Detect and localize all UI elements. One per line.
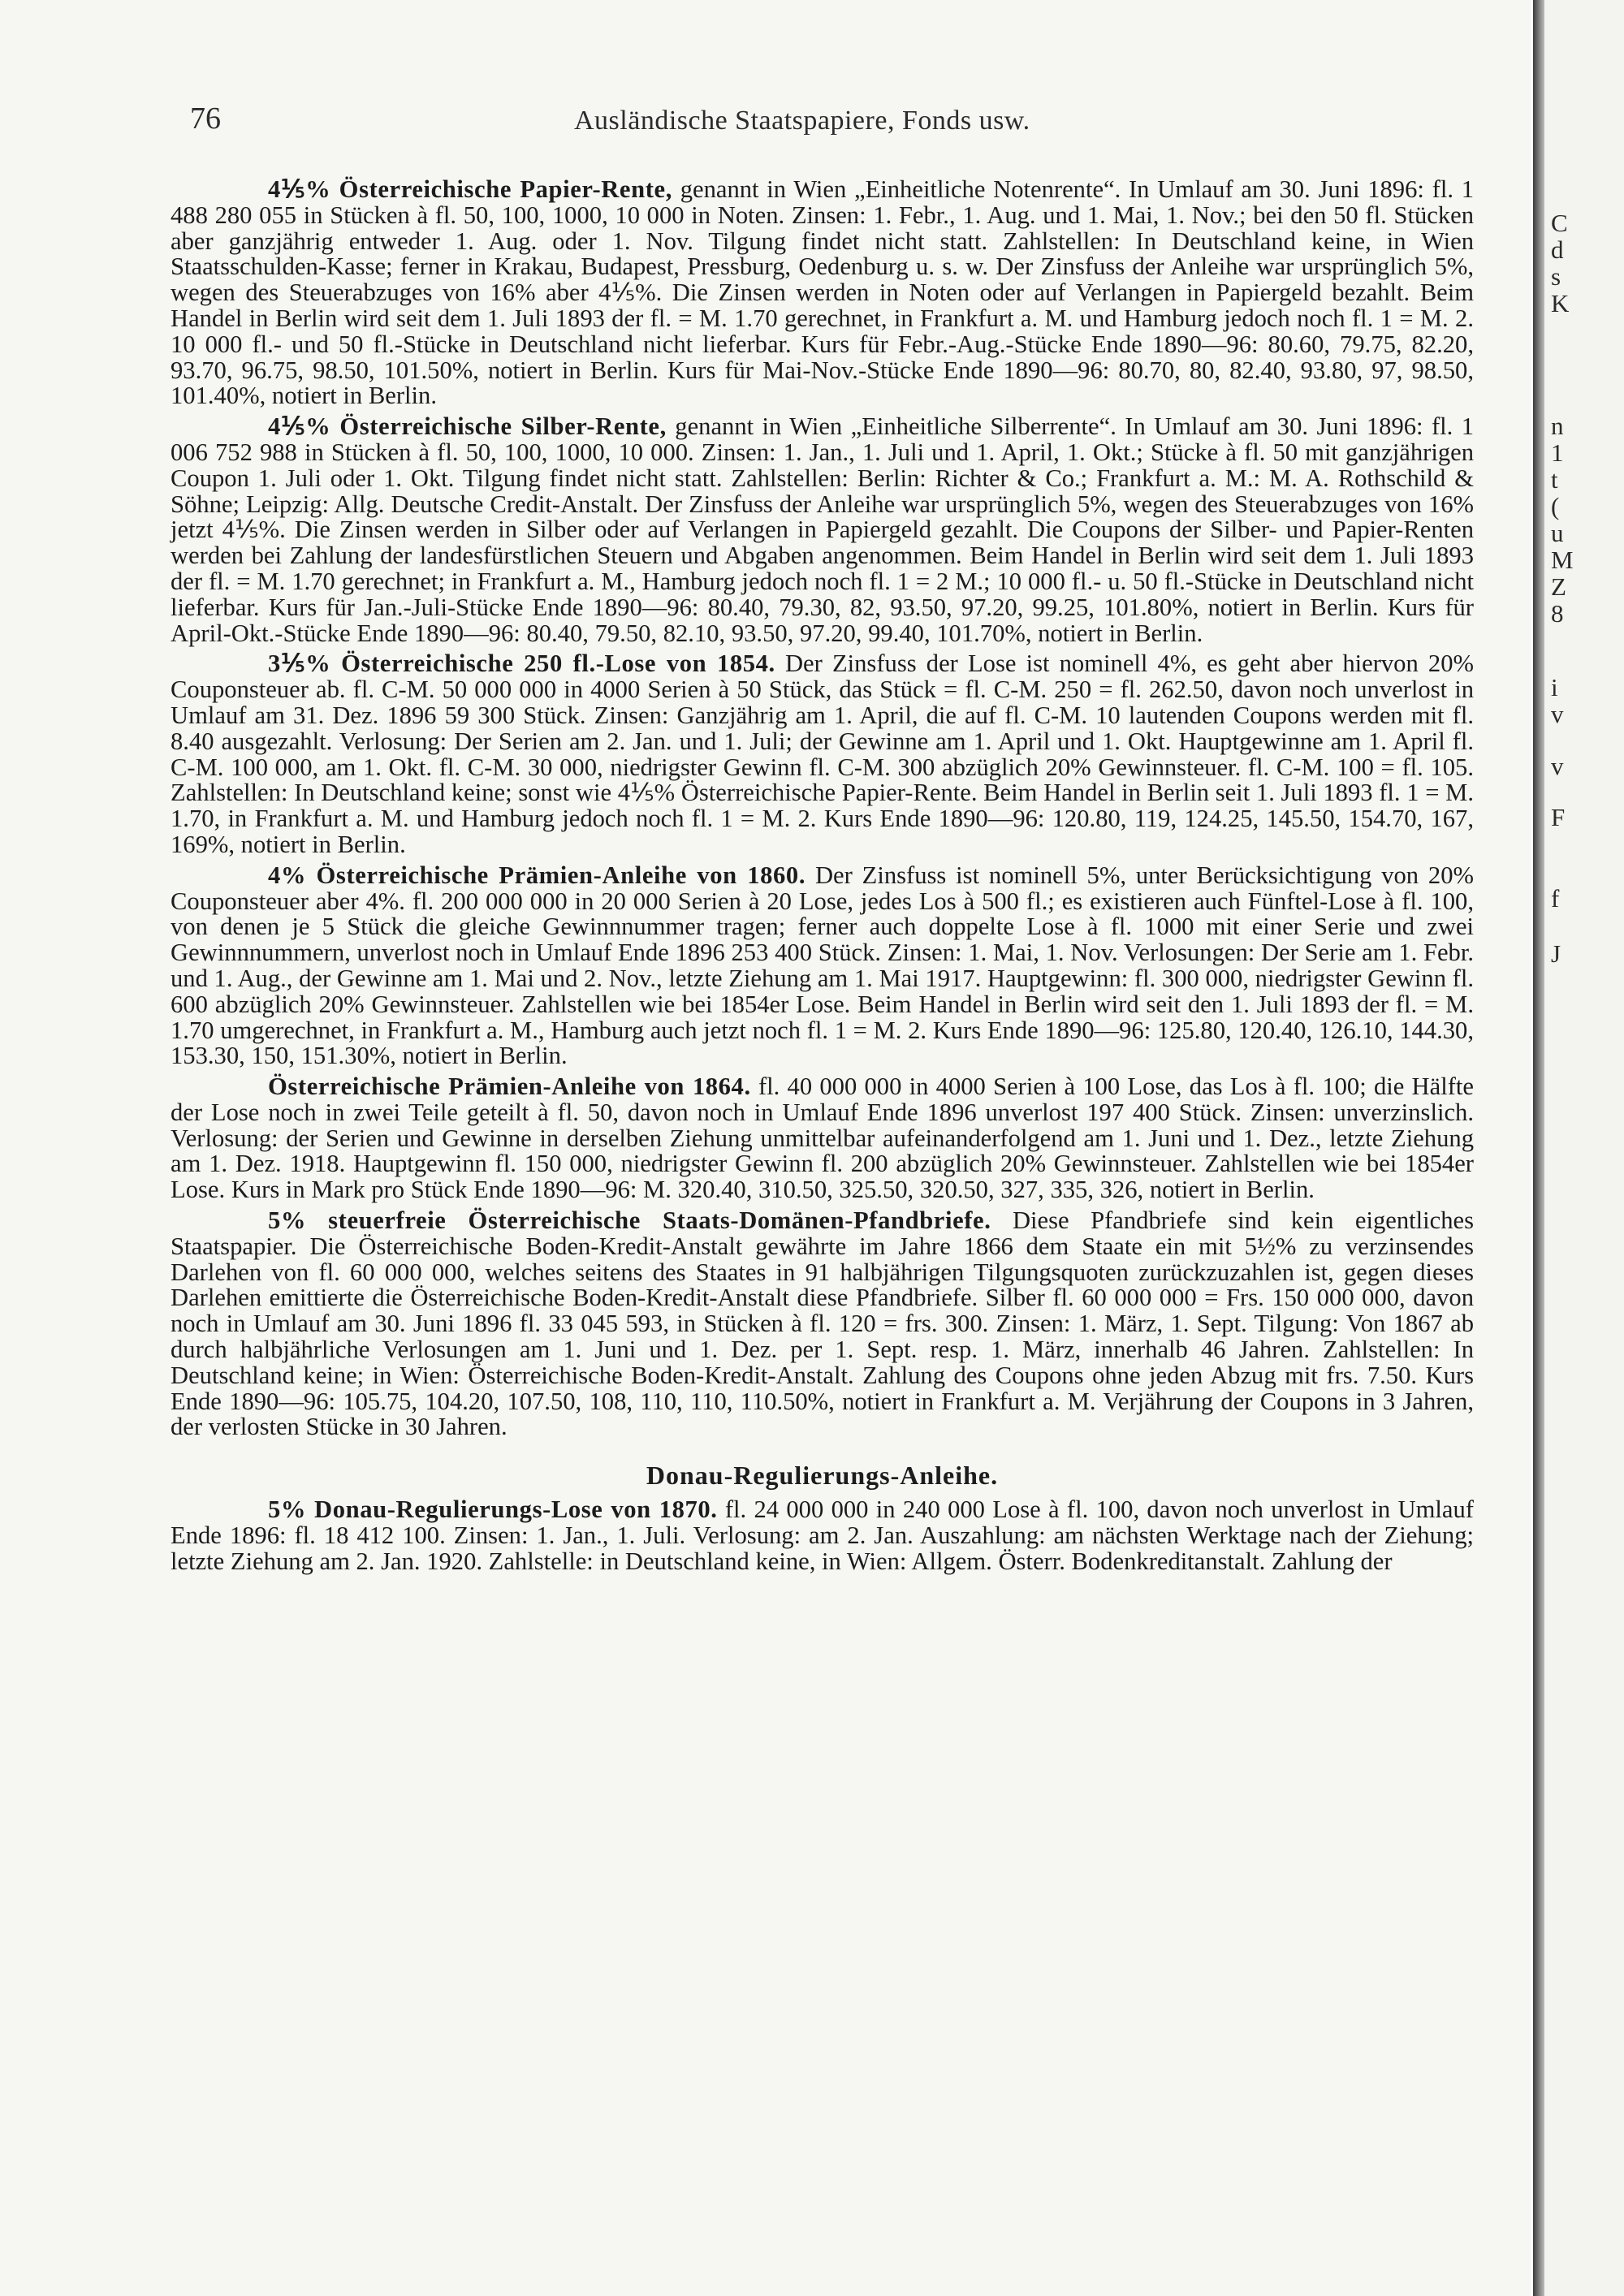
adjacent-page-fragment: C: [1551, 209, 1568, 237]
adjacent-page-fragment: M: [1551, 546, 1574, 574]
entry-domaenen-pfandbriefe: [171, 1208, 1474, 1440]
entry-title: 4% Österreichische Prämien-Anleihe von 1860.: [268, 861, 806, 889]
entry-silber-rente: [171, 414, 1474, 646]
entry-body: genannt in Wien „Einheitliche Notenrente“. In Umlauf am 30. Juni 1896: fl. 1 488 280 055 in Stücken à fl. 50, 100, 1000, 10 000 in Noten. Zinsen: 1. Febr., 1. Aug. und 1. Mai, 1. Nov.; bei den 50 fl. Stücken aber ganzjährig entweder 1. Aug. oder 1. Nov. Tilgung findet nicht statt. Zahlstellen: In Deutschland keine, in Wien Staatsschulden-Kasse; ferner in Krakau, Budapest, Pressburg, Oedenburg u. s. w. Der Zinsfuss der Anleihe war ursprünglich 5%, wegen des Steuerabzuges von 16% aber 4⅕%. Die Zinsen werden in Noten oder auf Verlangen in Papiergeld bezahlt. Beim Handel in Berlin wird seit dem 1. Juli 1893 der fl. = M. 1.70 gerechnet, in Frankfurt a. M. und Hamburg jedoch noch fl. 1 = M. 2. 10 000 fl.- und 50 fl.-Stücke in Deutschland nicht lieferbar. Kurs für Febr.-Aug.-Stücke Ende 1890—96: 80.60, 79.75, 82.20, 93.70, 96.75, 98.50, 101.50%, notiert in Berlin. Kurs für Mai-Nov.-Stücke Ende 1890—96: 80.70, 80, 82.40, 93.80, 97, 98.50, 101.40%, notiert in Berlin.: [171, 175, 1474, 410]
adjacent-page-fragment: (: [1551, 492, 1560, 520]
entry-praemien-anleihe-1860: [171, 863, 1474, 1069]
section-heading: Donau-Regulierungs-Anleihe.: [646, 1461, 999, 1491]
entry-body: Der Zinsfuss der Lose ist nominell 4%, es geht aber hiervon 20% Couponsteuer ab. fl. C-M. 50 000 000 in 4000 Serien à 50 Stück, das Stück = fl. C-M. 250 = fl. 262.50, davon noch unverlost in Umlauf am 31. Dez. 1896 59 300 Stück. Zinsen: Ganzjährig am 1. April, die auf fl. C-M. 10 lautenden Coupons werden mit fl. 8.40 ausgezahlt. Verlosung: Der Serien am 2. Jan. und 1. Juli; der Gewinne am 1. April und 1. Okt. Hauptgewinne am 1. April fl. C-M. 100 000, am 1. Okt. fl. C-M. 30 000, niedrigster Gewinn fl. C-M. 300 abzüglich 20% Gewinnsteuer. fl. C-M. 100 = fl. 105. Zahlstellen: In Deutschland keine; sonst wie 4⅕% Österreichische Papier-Rente. Beim Handel in Berlin seit 1. Juli 1893 fl. 1 = M. 1.70, in Frankfurt a. M. und Hamburg jedoch noch fl. 1 = M. 2. Kurs Ende 1890—96: 120.80, 119, 124.25, 145.50, 154.70, 167, 169%, notiert in Berlin.: [171, 650, 1474, 858]
adjacent-page-fragment: i: [1551, 673, 1558, 701]
entry-title: 3⅕% Österreichische 250 fl.-Lose von 1854.: [268, 650, 775, 678]
entry-title: 4⅕% Österreichische Silber-Rente,: [268, 412, 667, 441]
entry-body: genannt in Wien „Einheitliche Silberrente“. In Umlauf am 30. Juni 1896: fl. 1 006 752 988 in Stücken à fl. 50, 100, 1000, 10 000. Zinsen: 1. Jan., 1. Juli und 1. April, 1. Okt.; Stücke à fl. 50 mit ganzjährigen Coupon 1. Juli oder 1. Okt. Tilgung findet nicht statt. Zahlstellen: Berlin: Richter & Co.; Frankfurt a. M.: M. A. Rothschild & Söhne; Leipzig: Allg. Deutsche Credit-Anstalt. Der Zinsfuss der Anleihe war ursprünglich 5%, wegen des Steuerabzuges von 16% jetzt 4⅕%. Die Zinsen werden in Silber oder auf Verlangen in Papiergeld gezahlt. Die Coupons der Silber- und Papier-Renten werden bei Zahlung der landesfürstlichen Steuern und Abgaben angenommen. Beim Handel in Berlin wird seit dem 1. Juli 1893 der fl. = M. 1.70 gerechnet; in Frankfurt a. M., Hamburg jedoch noch fl. 1 = 2 M.; 10 000 fl.- u. 50 fl.-Stücke in Deutschland nicht lieferbar. Kurs für Jan.-Juli-Stücke Ende 1890—96: 80.40, 79.30, 82, 93.50, 97.20, 99.25, 101.80%, notiert in Berlin. Kurs für April-Okt.-Stücke Ende 1890—96: 80.40, 79.50, 82.10, 93.50, 97.20, 99.40, 101.70%, notiert in Berlin.: [171, 412, 1475, 647]
entry-praemien-anleihe-1864: [171, 1074, 1474, 1203]
entry-body: Der Zinsfuss ist nominell 5%, unter Berücksichtigung von 20% Couponsteuer aber 4%. fl. 200 000 000 in 20 000 Serien à 20 Lose, jedes Los à 500 fl.; es existieren auch Fünftel-Lose à fl. 100, von denen je 5 Stück die gleiche Gewinnnummer tragen; ferner auch doppelte Lose à fl. 1000 mit einer Serie und zwei Gewinnnummern, unverlost noch in Umlauf Ende 1896 253 400 Stück. Zinsen: 1. Mai, 1. Nov. Verlosungen: Der Serie am 1. Febr. und 1. Aug., der Gewinne am 1. Mai und 2. Nov., letzte Ziehung am 1. Mai 1917. Hauptgewinn: fl. 300 000, niedrigster Gewinn fl. 600 abzüglich 20% Gewinnsteuer. Zahlstellen wie bei 1854er Lose. Beim Handel in Berlin wird seit den 1. Juli 1893 der fl. = M. 1.70 umgerechnet, in Frankfurt a. M., Hamburg auch jetzt noch fl. 1 = M. 2. Kurs Ende 1890—96: 125.80, 120.40, 126.10, 144.30, 153.30, 150, 151.30%, notiert in Berlin.: [171, 861, 1475, 1070]
entry-body: Diese Pfandbriefe sind kein eigentliches Staatspapier. Die Österreichische Boden-Kredit-Anstalt gewährte im Jahre 1866 dem Staate ein mit 5½% zu verzinsendes Darlehen von fl. 60 000 000, welches seitens des Staates in 91 halbjährigen Tilgungsquoten zurückzuzahlen ist, gegen dieses Darlehen emittierte die Österreichische Boden-Kredit-Anstalt diese Pfandbriefe. Silber fl. 60 000 000 = Frs. 150 000 000, davon noch in Umlauf am 30. Juni 1896 fl. 33 045 593, in Stücken à fl. 120 = frs. 300. Zinsen: 1. März, 1. Sept. Tilgung: Von 1867 ab durch halbjährliche Verlosungen am 1. Juni und 1. Dez. per 1. Sept. resp. 1. März, innerhalb 46 Jahren. Zahlstellen: In Deutschland keine; in Wien: Österreichische Boden-Kredit-Anstalt. Zahlung des Coupons ohne jeden Abzug mit frs. 7.50. Kurs Ende 1890—96: 105.75, 104.20, 107.50, 108, 110, 110, 110.50%, notiert in Frankfurt a. M. Verjährung der Coupons in 3 Jahren, der verlosten Stücke in 30 Jahren.: [171, 1206, 1474, 1441]
entry-body: fl. 40 000 000 in 4000 Serien à 100 Lose, das Los à fl. 100; die Hälfte der Lose noch in zwei Teile geteilt à fl. 50, davon noch in Umlauf Ende 1896 unverlost 197 400 Stück. Zinsen: unverzinslich. Verlosung: der Serien und Gewinne in derselben Ziehung unmittelbar aufeinanderfolgend am 1. Juni und 1. Dez., letzte Ziehung am 1. Dez. 1918. Hauptgewinn fl. 150 000, niedrigster Gewinn fl. 200 abzüglich 20% Gewinnsteuer. Zahlstellen wie bei 1854er Lose. Kurs in Mark pro Stück Ende 1890—96: M. 320.40, 310.50, 325.50, 320.50, 327, 335, 326, notiert in Berlin.: [171, 1072, 1474, 1204]
running-title: Ausländische Staatspapiere, Fonds usw.: [574, 106, 1030, 136]
adjacent-page-fragment: f: [1551, 884, 1560, 913]
adjacent-page-fragment: 8: [1551, 599, 1564, 628]
adjacent-page-fragment: Z: [1551, 572, 1566, 601]
adjacent-page-fragment: v: [1551, 752, 1564, 780]
adjacent-page-fragment: u: [1551, 519, 1564, 547]
page-body: [171, 177, 1474, 1574]
adjacent-page-fragment: K: [1551, 289, 1570, 317]
adjacent-page-fragment: s: [1551, 262, 1561, 291]
entry-donau-regulierungs-lose: [171, 1497, 1474, 1574]
adjacent-page-fragment: F: [1551, 803, 1566, 831]
entry-title: 4⅕% Österreichische Papier-Rente,: [268, 175, 672, 203]
adjacent-page-fragment: n: [1551, 412, 1564, 440]
adjacent-page-fragment: t: [1551, 465, 1558, 494]
adjacent-page-fragment: 1: [1551, 438, 1564, 467]
adjacent-page-fragment: d: [1551, 235, 1564, 264]
entry-title: 5% Donau-Regulierungs-Lose von 1870.: [268, 1495, 718, 1524]
entry-title: Österreichische Prämien-Anleihe von 1864.: [268, 1072, 751, 1101]
entry-body: fl. 24 000 000 in 240 000 Lose à fl. 100, davon noch unverlost in Umlauf Ende 1896: fl. 18 412 100. Zinsen: 1. Jan., 1. Juli. Verlosung: am 2. Jan. Auszahlung: am nächsten Werktage nach der Ziehung; letzte Ziehung am 2. Jan. 1920. Zahlstelle: in Deutschland keine, in Wien: Allgem. Österr. Bodenkreditanstalt. Zahlung der: [171, 1495, 1474, 1575]
page-number: 76: [190, 101, 221, 136]
adjacent-page-fragment: v: [1551, 700, 1564, 728]
adjacent-page-fragment: J: [1551, 939, 1561, 968]
page-binding-edge: [1533, 0, 1544, 2296]
entry-lose-1854: [171, 651, 1474, 857]
entry-papier-rente: [171, 177, 1474, 409]
adjacent-page-strip: [1544, 0, 1624, 2296]
entry-title: 5% steuerfreie Österreichische Staats-Domänen-Pfandbriefe.: [268, 1206, 991, 1235]
